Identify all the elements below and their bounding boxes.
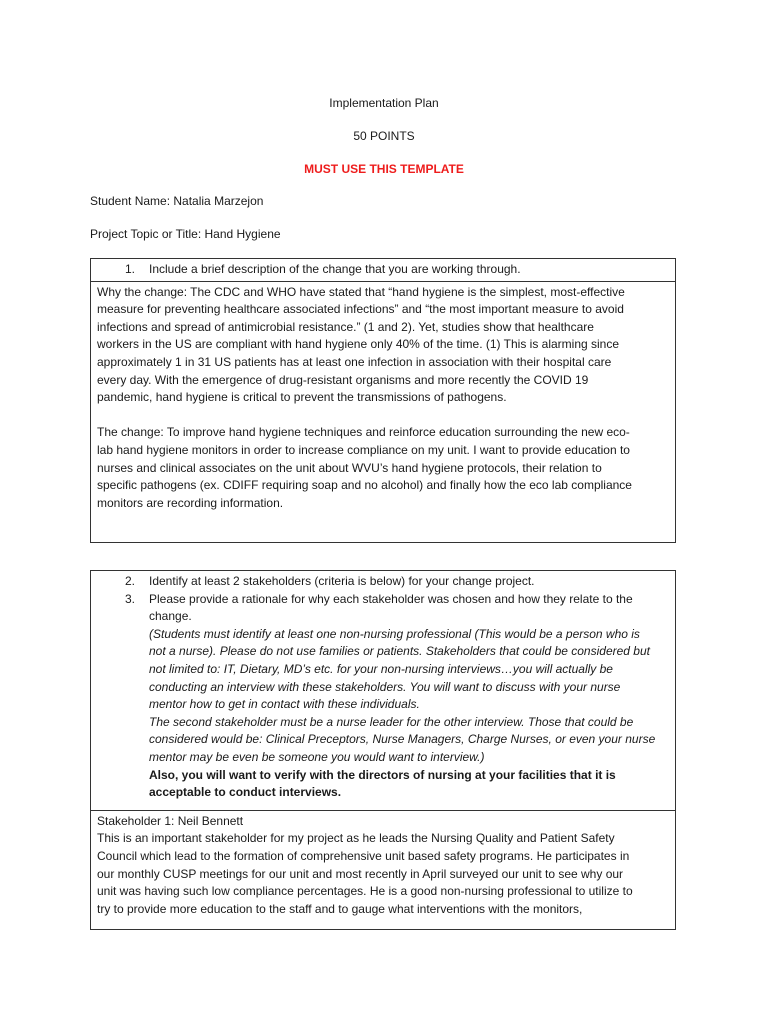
why-change-line: Why the change: The CDC and WHO have stated that “hand hygiene is the simplest, most-effective bbox=[97, 284, 625, 299]
why-change-line: infections and spread of antimicrobial resistance.” (1 and 2). Yet, studies show that healthcare bbox=[97, 319, 594, 334]
change-line: nurses and clinical associates on the unit about WVU’s hand hygiene protocols, their relation to bbox=[97, 460, 602, 475]
item-number: 3. bbox=[125, 591, 136, 606]
instruction-row-2 bbox=[91, 571, 675, 811]
points-label: 50 POINTS bbox=[353, 129, 415, 143]
instruction-item-2 bbox=[97, 573, 669, 591]
instruction-item-3 bbox=[97, 591, 669, 626]
stakeholder-line: try to provide more education to the staff and to gauge what interventions with the monitors, bbox=[97, 901, 583, 916]
item-text: Include a brief description of the change that you are working through. bbox=[149, 262, 521, 276]
change-description-table bbox=[90, 258, 676, 543]
instruction-item-1 bbox=[97, 261, 669, 279]
stakeholder-line: This is an important stakeholder for my project as he leads the Nursing Quality and Patient Safety bbox=[97, 831, 615, 846]
instruction-row-1 bbox=[91, 259, 675, 282]
criteria-line: The second stakeholder must be a nurse leader for the other interview. Those that could be bbox=[149, 714, 634, 729]
criteria-line: (Students must identify at least one non-nursing professional (This would be a person who is bbox=[149, 626, 640, 641]
stakeholder-line: unit was having such low compliance percentages. He is a good non-nursing professional to utilize to bbox=[97, 884, 633, 899]
item-text: Please provide a rationale for why each stakeholder was chosen and how they relate to the bbox=[149, 591, 633, 606]
change-line: specific pathogens (ex. CDIFF requiring soap and no alcohol) and finally how the eco lab compliance bbox=[97, 478, 632, 493]
verification-line: acceptable to conduct interviews. bbox=[149, 785, 342, 800]
why-change-line: workers in the US are compliant with hand hygiene only 40% of the time. (1) This is alarming since bbox=[97, 337, 620, 352]
stakeholder-criteria bbox=[97, 626, 669, 767]
verification-line: Also, you will want to verify with the directors of nursing at your facilities that it is bbox=[149, 767, 616, 782]
item-text: Identify at least 2 stakeholders (criteria is below) for your change project. bbox=[149, 574, 535, 588]
student-name: Student Name: Natalia Marzejon bbox=[90, 194, 264, 208]
stakeholder-line: Stakeholder 1: Neil Bennett bbox=[97, 813, 244, 828]
why-change-line: every day. With the emergence of drug-resistant organisms and more recently the COVID 19 bbox=[97, 372, 589, 387]
project-topic: Project Topic or Title: Hand Hygiene bbox=[90, 227, 281, 241]
stakeholder-1-response bbox=[91, 811, 675, 921]
criteria-line: not limited to: IT, Dietary, MD’s etc. for your non-nursing interviews…you will actually be bbox=[149, 661, 613, 676]
criteria-line: mentor how to get in contact with these individuals. bbox=[149, 697, 420, 712]
change-line: lab hand hygiene monitors in order to increase compliance on my unit. I want to provide education to bbox=[97, 442, 630, 457]
item-number: 1. bbox=[125, 262, 136, 276]
response-row-1 bbox=[91, 282, 675, 542]
item-number: 2. bbox=[125, 574, 136, 588]
criteria-line: mentor may be even be someone you would want to interview.) bbox=[149, 749, 485, 764]
stakeholders-table bbox=[90, 570, 676, 930]
verification-note bbox=[97, 767, 669, 808]
criteria-line: conducting an interview with these stakeholders. You will want to discuss with your nurse bbox=[149, 679, 621, 694]
why-change-line: pandemic, hand hygiene is critical to prevent the transmissions of pathogens. bbox=[97, 390, 507, 405]
item-text: change. bbox=[149, 609, 192, 624]
why-change-line: approximately 1 in 31 US patients has at least one infection in association with their hospital care bbox=[97, 354, 612, 369]
stakeholder-line: Council which lead to the formation of comprehensive unit based safety programs. He participates in bbox=[97, 848, 630, 863]
criteria-line: considered would be: Clinical Preceptors, Nurse Managers, Charge Nurses, or even your nurse bbox=[149, 732, 656, 747]
criteria-line: not a nurse). Please do not use families or patients. Stakeholders that could be considered but bbox=[149, 644, 650, 659]
change-line: The change: To improve hand hygiene techniques and reinforce education surrounding the new eco- bbox=[97, 425, 630, 440]
why-change-line: measure for preventing healthcare associated infections” and “the most important measure to avoid bbox=[97, 302, 624, 317]
template-notice: MUST USE THIS TEMPLATE bbox=[304, 162, 464, 176]
document-title: Implementation Plan bbox=[329, 96, 439, 110]
stakeholder-line: our monthly CUSP meetings for our unit and most recently in April surveyed our unit to see why our bbox=[97, 866, 624, 881]
change-line: monitors are recording information. bbox=[97, 495, 284, 510]
